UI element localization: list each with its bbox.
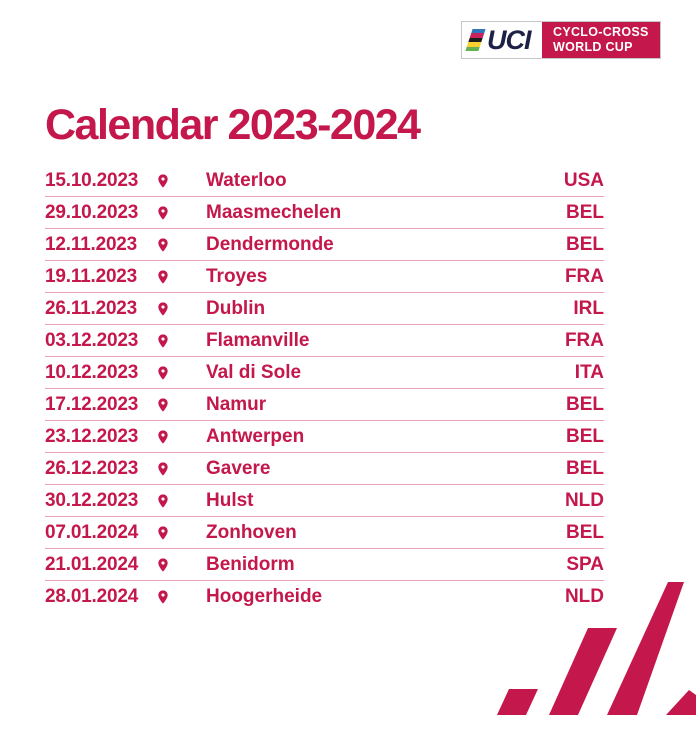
- calendar-event-row: [45, 293, 604, 325]
- calendar-event-row: [45, 517, 604, 549]
- event-country-code: BEL: [566, 425, 604, 447]
- page-title: Calendar 2023-2024: [45, 101, 420, 149]
- calendar-event-row: [45, 165, 604, 197]
- event-date: 03.12.2023: [45, 329, 139, 351]
- calendar-event-row: [45, 357, 604, 389]
- location-pin-icon: [145, 237, 181, 253]
- event-date: 15.10.2023: [45, 169, 139, 191]
- event-city: Namur: [206, 393, 267, 415]
- event-country-code: BEL: [566, 233, 604, 255]
- location-pin-icon: [145, 365, 181, 381]
- location-pin-icon: [145, 429, 181, 445]
- event-city: Dublin: [206, 297, 266, 319]
- location-pin-icon: [145, 205, 181, 221]
- event-city: Dendermonde: [206, 233, 334, 255]
- event-date: 26.11.2023: [45, 297, 138, 319]
- event-country-code: BEL: [566, 393, 604, 415]
- calendar-event-row: [45, 389, 604, 421]
- location-pin-icon: [145, 525, 181, 541]
- event-city: Troyes: [206, 265, 268, 287]
- diagonal-stripes-icon: [486, 572, 696, 717]
- location-pin-icon: [145, 333, 181, 349]
- calendar-event-row: [45, 485, 604, 517]
- rainbow-stripe-green: [465, 47, 479, 51]
- location-pin-icon: [145, 269, 181, 285]
- event-city: Hulst: [206, 489, 254, 511]
- uci-rainbow-stripes-icon: [465, 29, 485, 51]
- event-date: 23.12.2023: [45, 425, 139, 447]
- event-city: Maasmechelen: [206, 201, 342, 223]
- location-pin-icon: [145, 461, 181, 477]
- event-date: 07.01.2024: [45, 521, 139, 543]
- calendar-event-row: [45, 421, 604, 453]
- series-name-line2: WORLD CUP: [553, 40, 633, 54]
- calendar-event-row: [45, 261, 604, 293]
- event-country-code: USA: [563, 169, 604, 191]
- location-pin-icon: [145, 557, 181, 573]
- event-country-code: SPA: [566, 553, 604, 575]
- event-date: 29.10.2023: [45, 201, 139, 223]
- event-country-code: FRA: [564, 329, 604, 351]
- event-date: 26.12.2023: [45, 457, 139, 479]
- location-pin-icon: [145, 301, 181, 317]
- event-date: 12.11.2023: [45, 233, 138, 255]
- uci-wordmark: UCI: [487, 24, 531, 55]
- event-date: 17.12.2023: [45, 393, 139, 415]
- event-date: 30.12.2023: [45, 489, 139, 511]
- event-city: Gavere: [206, 457, 271, 479]
- event-date: 19.11.2023: [45, 265, 138, 287]
- event-city: Antwerpen: [206, 425, 305, 447]
- event-date: 21.01.2024: [45, 553, 139, 575]
- event-country-code: BEL: [566, 521, 604, 543]
- calendar-table: [45, 165, 604, 613]
- event-country-code: NLD: [564, 586, 604, 607]
- event-city: Hoogerheide: [206, 586, 323, 607]
- event-country-code: BEL: [566, 201, 604, 223]
- location-pin-icon: [145, 173, 181, 189]
- calendar-event-row: [45, 229, 604, 261]
- event-city: Val di Sole: [206, 361, 302, 383]
- location-pin-icon: [145, 493, 181, 509]
- series-name-badge: [542, 22, 660, 58]
- uci-logo-white-segment: [462, 22, 542, 58]
- calendar-event-row: [45, 197, 604, 229]
- calendar-event-row: [45, 453, 604, 485]
- event-city: Zonhoven: [206, 521, 297, 543]
- event-city: Flamanville: [206, 329, 310, 351]
- event-city: Benidorm: [206, 553, 295, 575]
- event-country-code: IRL: [573, 297, 604, 319]
- calendar-event-row: [45, 325, 604, 357]
- event-country-code: ITA: [574, 361, 604, 383]
- event-city: Waterloo: [206, 169, 287, 191]
- uci-cyclocross-logo: [461, 21, 661, 59]
- event-country-code: NLD: [564, 489, 604, 511]
- location-pin-icon: [145, 397, 181, 413]
- event-country-code: BEL: [566, 457, 604, 479]
- location-pin-icon: [145, 589, 181, 605]
- series-name-line1: CYCLO-CROSS: [553, 25, 649, 39]
- event-country-code: FRA: [564, 265, 604, 287]
- diagonal-stripes-decoration: [486, 572, 696, 717]
- event-date: 10.12.2023: [45, 361, 139, 383]
- event-date: 28.01.2024: [45, 586, 139, 607]
